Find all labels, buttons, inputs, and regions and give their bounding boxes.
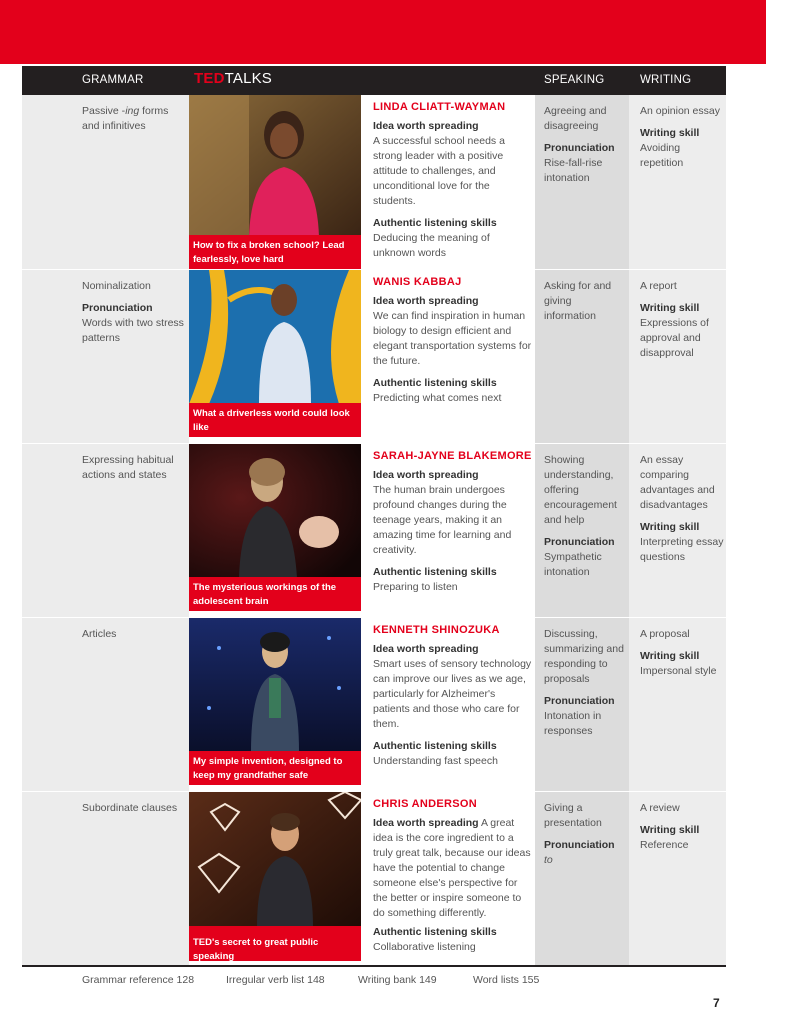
contents-table	[22, 95, 726, 965]
writing-cell: An essay comparing advantages and disadvantages Writing skill Interpreting essay questions	[640, 454, 724, 563]
ted-talks-logo: TEDTALKS	[194, 70, 273, 87]
writing-cell: An opinion essay Writing skill Avoiding repetition	[640, 105, 720, 169]
footer-writing-bank: Writing bank 149	[358, 974, 437, 986]
speaker-name: WANIS KABBAJ	[373, 276, 462, 288]
footer-irregular-verb-list: Irregular verb list 148	[226, 974, 325, 986]
grammar-cell: Passive -ing forms and infinitives	[82, 105, 169, 132]
writing-cell: A review Writing skill Reference	[640, 802, 700, 851]
speaking-cell: Asking for and giving information	[544, 280, 612, 322]
speaking-cell: Discussing, summarizing and responding to proposals Pronunciation Intonation in responses	[544, 628, 624, 737]
writing-cell: A proposal Writing skill Impersonal style	[640, 628, 717, 677]
unit-row-2	[22, 270, 726, 444]
talk-cell: WANIS KABBAJ Idea worth spreading We can find inspiration in human biology to design efficient and elegant transportation systems for the future. Authentic listening skills Predicting what comes next	[373, 276, 532, 404]
writing-cell: A report Writing skill Expressions of approval and disapproval	[640, 280, 709, 359]
speaker-name: CHRIS ANDERSON	[373, 798, 478, 810]
speaker-name: SARAH-JAYNE BLAKEMORE	[373, 450, 532, 462]
table-header	[22, 66, 726, 95]
header-writing: WRITING	[640, 74, 692, 86]
speaker-name: KENNETH SHINOZUKA	[373, 624, 500, 636]
speaker-photo	[189, 618, 361, 752]
footer-grammar-reference: Grammar reference 128	[82, 974, 195, 986]
unit-row-1	[22, 95, 726, 269]
talk-title-caption: What a driverless world could look like	[189, 403, 361, 437]
unit-row-4	[22, 618, 726, 792]
talk-title-caption: My simple invention, designed to keep my grandfather safe	[189, 751, 361, 785]
talk-cell: KENNETH SHINOZUKA Idea worth spreading Smart uses of sensory technology can improve our lives as we age, particularly for Alzheimer's patients and those who care for them. Authentic listening skills Understanding fast speech	[373, 624, 532, 767]
talk-cell: SARAH-JAYNE BLAKEMORE Idea worth spreading The human brain undergoes profound changes during the teenage years, making it an amazing time for learning and creativity. Authentic listening skills Preparing to listen	[373, 450, 532, 593]
talk-cell: CHRIS ANDERSON Idea worth spreading A great idea is the core ingredient to a truly great talk, because our ideas have the potential to change someone else's perspective for the better or inspire someone to do something differently. Authentic listening skills Collaborative listening	[373, 797, 533, 955]
footer-word-lists: Word lists 155	[473, 974, 540, 986]
unit-row-3	[22, 444, 726, 618]
speaker-photo	[189, 444, 361, 578]
header-grammar: GRAMMAR	[82, 74, 144, 86]
header-speaking: SPEAKING	[544, 74, 605, 86]
speaker-name: LINDA CLIATT-WAYMAN	[373, 101, 506, 113]
top-red-band	[0, 0, 766, 64]
page-number: 7	[713, 996, 720, 1010]
grammar-cell: Expressing habitual actions and states	[82, 454, 174, 481]
talk-title-caption: How to fix a broken school? Lead fearlessly, love hard	[189, 235, 361, 269]
speaking-cell: Giving a presentation Pronunciation to	[544, 802, 615, 866]
talk-title-caption: TED's secret to great public speaking	[189, 926, 361, 961]
grammar-cell: Articles	[82, 628, 117, 640]
talk-cell: LINDA CLIATT-WAYMAN Idea worth spreading A successful school needs a strong leader with a positive attitude to challenges, and unconditional love for the students. Authentic listening skills Deducing the meaning of unknown words	[373, 100, 533, 261]
speaking-cell: Showing understanding, offering encouragement and help Pronunciation Sympathetic intonation	[544, 454, 617, 578]
grammar-cell: Subordinate clauses	[82, 802, 178, 814]
speaker-photo	[189, 270, 361, 404]
talk-title-caption: The mysterious workings of the adolescent brain	[189, 577, 361, 611]
speaker-photo	[189, 95, 361, 237]
speaker-photo	[189, 792, 361, 927]
unit-row-5	[22, 792, 726, 966]
footer-rule	[22, 965, 726, 967]
grammar-cell: Nominalization Pronunciation Words with two stress patterns	[82, 280, 184, 344]
speaking-cell: Agreeing and disagreeing Pronunciation Rise-fall-rise intonation	[544, 105, 615, 184]
